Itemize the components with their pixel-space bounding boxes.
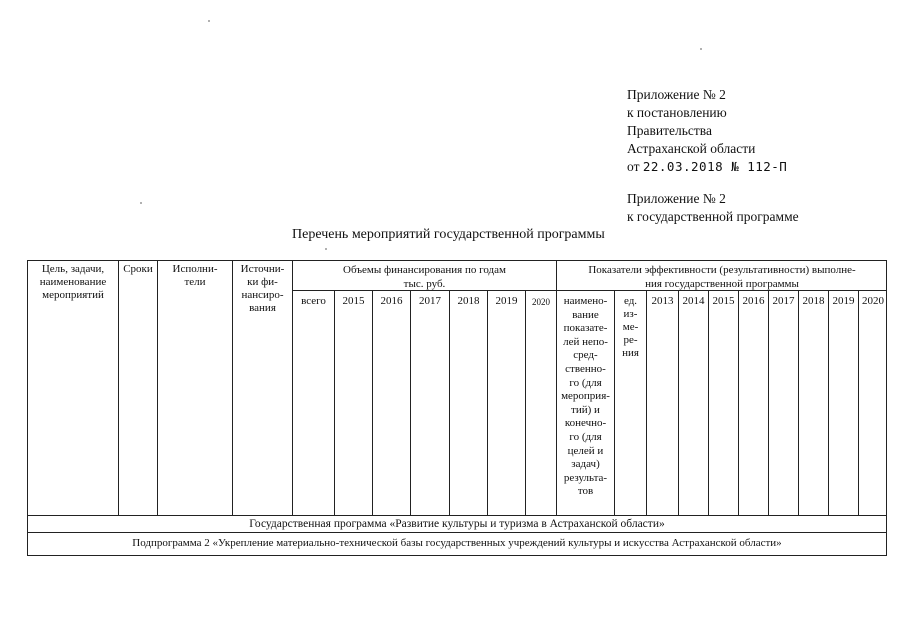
decree-appendix-number: Приложение № 2 [627, 87, 726, 102]
program-appendix-to: к государственной программе [627, 209, 799, 224]
decree-appendix-block [627, 86, 787, 176]
header-indicator-year: 2014 [682, 295, 705, 307]
header-funding-year: 2020 [532, 297, 550, 307]
program-appendix-number: Приложение № 2 [627, 191, 726, 206]
header-funding-total: всего [301, 295, 326, 307]
measures-table [27, 260, 887, 556]
header-efficiency-indicators: Показатели эффективности (результативности) выполне- ния государственной программы [588, 264, 856, 290]
scan-speck [325, 248, 327, 250]
header-funding-year: 2016 [380, 295, 403, 307]
header-goal-tasks: Цель, задачи, наименование мероприятий [39, 263, 107, 301]
scan-speck [208, 20, 210, 22]
scan-speck [700, 48, 702, 50]
decree-date-prefix: от [627, 159, 640, 174]
header-funding-year: 2018 [457, 295, 480, 307]
header-indicator-name: наимено- вание показате- лей непо- сред- ственно- го (для мероприя- тий) и конечно- го (для целей и задач) результа- тов [561, 295, 610, 498]
subprogram-row: Подпрограмма 2 «Укрепление материально-технической базы государственных учреждений культуры и искусства Астраханской области» [132, 537, 782, 549]
header-indicator-year: 2017 [772, 295, 795, 307]
header-indicator-year: 2013 [651, 295, 674, 307]
decree-date-stamp: 22.03.2018 № 112-П [642, 159, 788, 174]
decree-appendix-government: Правительства [627, 123, 712, 138]
header-indicator-year: 2020 [862, 295, 884, 307]
header-indicator-year: 2018 [802, 295, 825, 307]
header-indicator-year: 2015 [712, 295, 735, 307]
header-executors: Исполни- тели [172, 263, 218, 288]
program-row: Государственная программа «Развитие культуры и туризма в Астраханской области» [249, 518, 665, 530]
header-indicator-year: 2016 [742, 295, 765, 307]
header-indicator-unit: ед. из- ме- ре- ния [622, 295, 639, 359]
page-title: Перечень мероприятий государственной программы [292, 227, 605, 242]
decree-appendix-region: Астраханской области [627, 141, 756, 156]
header-funding-year: 2015 [342, 295, 365, 307]
header-funding-year: 2019 [495, 295, 518, 307]
header-funding-year: 2017 [419, 295, 441, 307]
scan-speck [140, 202, 142, 204]
decree-appendix-date-line [627, 158, 787, 176]
header-funding-volumes: Объемы финансирования по годам тыс. руб. [343, 264, 506, 290]
program-appendix-block [627, 190, 799, 226]
header-terms: Сроки [123, 263, 153, 275]
header-indicator-year: 2019 [832, 295, 855, 307]
header-funding-sources: Источни- ки фи- нансиро- вания [240, 263, 285, 314]
decree-appendix-to: к постановлению [627, 105, 727, 120]
